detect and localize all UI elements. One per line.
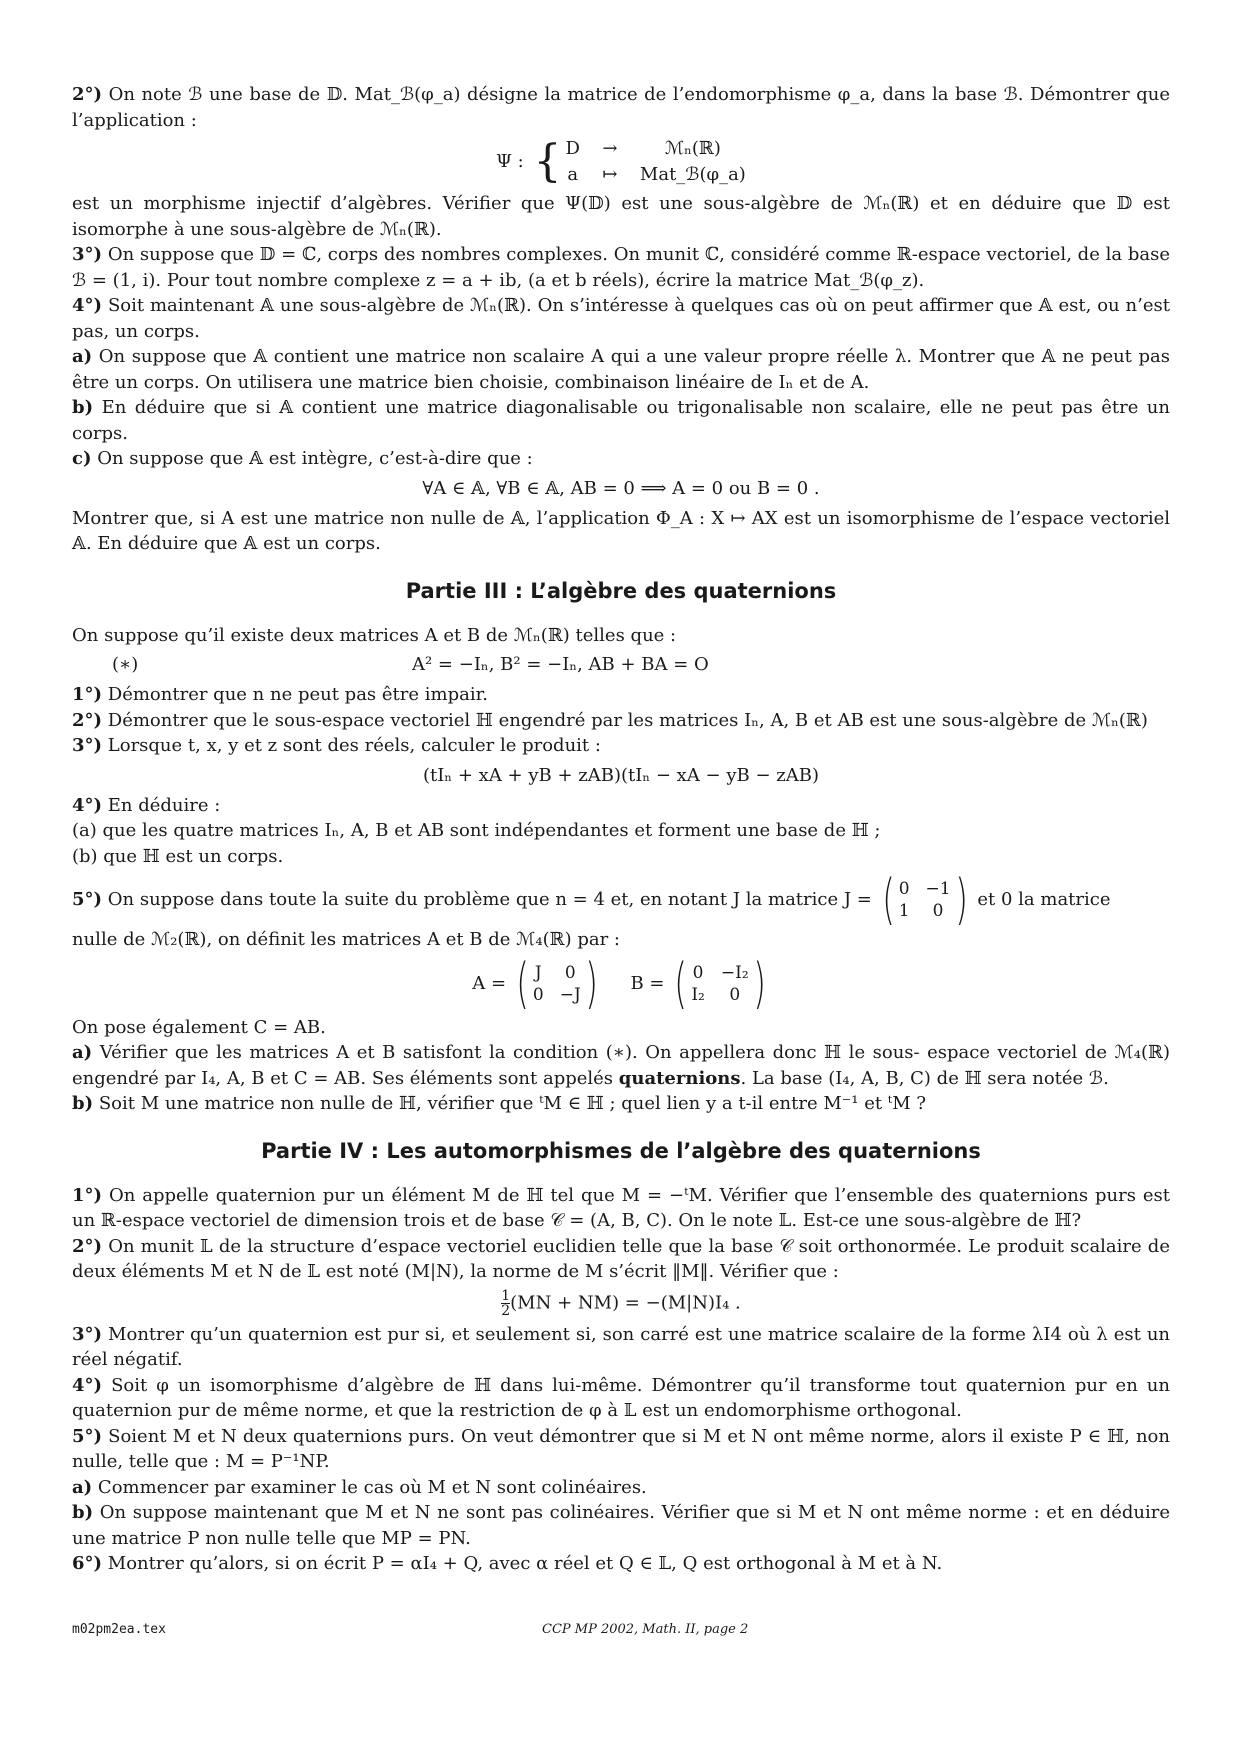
fraction-denominator: 2 xyxy=(501,1302,511,1319)
footer-source: CCP MP 2002, Math. II, page 2 xyxy=(542,1622,749,1637)
question-label: 1°) xyxy=(72,684,103,705)
subquestion-text: On suppose que 𝔸 est intègre, c’est-à-dire que : xyxy=(97,448,533,469)
quaternions-term: quaternions xyxy=(618,1067,741,1089)
matrix-cell: 0 xyxy=(532,984,544,1005)
star-label: (∗) xyxy=(112,654,139,675)
question-label: 5°) xyxy=(72,1425,103,1447)
subquestion-label: a) xyxy=(72,1042,93,1063)
product-equation: (tIₙ + xA + yB + zAB)(tIₙ − xA − yB − zAB) xyxy=(422,764,820,786)
matrix-cell: 0 xyxy=(729,984,741,1005)
part4-q1 xyxy=(72,1183,1170,1234)
psi-label: Ψ : xyxy=(496,151,524,172)
matrix-cell: −I₂ xyxy=(720,962,749,983)
question-text: En déduire : xyxy=(107,794,221,816)
matrix-cell: J xyxy=(534,962,542,983)
part3-q4b: (b) que ℍ est un corps. xyxy=(72,845,284,867)
psi-cell: ℳₙ(ℝ) xyxy=(664,138,721,159)
subquestion-text: On suppose maintenant que M et N ne sont pas colinéaires. Vérifier que si M et N ont même norme : et en déduire une matrice P non nulle telle que MP = PN. xyxy=(72,1502,1170,1549)
psi-cell: a xyxy=(567,164,579,185)
matrix-cell: 0 xyxy=(564,962,576,983)
part3-title: Partie III : L’algèbre des quaternions xyxy=(405,578,837,603)
equation-body: (MN + NM) = −(M|N)I₄ . xyxy=(510,1292,741,1313)
half-fraction xyxy=(501,1289,510,1318)
question-label: 4°) xyxy=(72,794,103,816)
psi-grid xyxy=(565,137,745,187)
question-text: Montrer qu’un quaternion est pur si, et seulement si, son carré est une matrice scalaire de la forme λI4 où λ est un réel négatif. xyxy=(72,1323,1171,1370)
question-label: 3°) xyxy=(72,1323,103,1345)
part4-q4 xyxy=(72,1373,1170,1424)
psi-cell: D xyxy=(565,138,580,159)
part4-q2 xyxy=(72,1234,1170,1285)
part3-q5a xyxy=(72,1040,1170,1091)
part2-q3 xyxy=(72,242,1170,293)
b-label: B = xyxy=(630,972,665,994)
psi-system xyxy=(529,137,745,187)
question-text: Lorsque t, x, y et z sont des réels, calculer le produit : xyxy=(107,735,601,756)
question-label: 3°) xyxy=(72,244,103,265)
question-label: 2°) xyxy=(72,84,103,105)
part2-q4c-after: Montrer que, si A est une matrice non nulle de 𝔸, l’application Φ_A : X ↦ AX est un isomorphisme de l’espace vectoriel 𝔸. En déduire que 𝔸 est un corps. xyxy=(72,507,1170,554)
question-text: Démontrer que le sous-espace vectoriel ℍ engendré par les matrices Iₙ, A, B et AB est une sous-algèbre de ℳₙ(ℝ) xyxy=(107,709,1148,731)
part3-q4a: (a) que les quatre matrices Iₙ, A, B et AB sont indépendantes et forment une base de ℍ ; xyxy=(72,820,881,841)
fraction-numerator: 1 xyxy=(501,1287,511,1304)
part2-q4 xyxy=(72,293,1170,344)
question-label: 5°) xyxy=(72,889,103,910)
question-label: 2°) xyxy=(72,709,103,731)
matrix-cell: 0 xyxy=(932,901,944,921)
matrix-cell: −1 xyxy=(925,879,951,899)
brace-glyph: { xyxy=(533,136,562,187)
matrix-cell: −J xyxy=(559,984,581,1005)
question-text: et 0 la matrice xyxy=(977,889,1111,910)
part3-q4 xyxy=(72,793,1170,819)
question-text: On appelle quaternion pur un élément M de ℍ tel que M = −ᵗM. Vérifier que l’ensemble des quaternions purs est un ℝ-espace vectoriel de dimension trois et de base 𝒞 = (A, B, C). On le note 𝕃. Est-ce une sous-algèbre de ℍ? xyxy=(72,1184,1170,1231)
question-text: Soit maintenant 𝔸 une sous-algèbre de ℳₙ(ℝ). On s’intéresse à quelques cas où on peut affirmer que 𝔸 est, ou n’est pas, un corps. xyxy=(72,295,1170,342)
subquestion-label: c) xyxy=(72,448,92,469)
part3-intro: On suppose qu’il existe deux matrices A et B de ℳₙ(ℝ) telles que : xyxy=(72,624,677,646)
star-condition xyxy=(72,652,1170,678)
subquestion-label: a) xyxy=(72,346,93,367)
part3-q5 xyxy=(72,868,1170,931)
part4-q5 xyxy=(72,1424,1170,1475)
b-matrix: ( 0 −I₂ I₂ 0 ) xyxy=(674,951,766,1015)
subquestion-label: a) xyxy=(72,1476,93,1498)
subquestion-text: Vérifier que les matrices A et B satisfont la condition (∗). On appellera donc ℍ le sous- espace vectoriel de ℳ₄(ℝ) engendré par I₄, A, B et C = AB. Ses éléments sont appelés xyxy=(72,1042,1170,1089)
ab-matrices xyxy=(72,951,1170,1015)
question-text: Soient M et N deux quaternions purs. On veut démontrer que si M et N ont même norme, alors il existe P ∈ ℍ, non nulle, telle que : M = P⁻¹NP. xyxy=(72,1425,1170,1472)
subquestion-text: Commencer par examiner le cas où M et N sont colinéaires. xyxy=(97,1476,647,1498)
part2-q4a xyxy=(72,344,1170,395)
part4-q5b xyxy=(72,1500,1170,1551)
j-matrix: ( 0 −1 1 0 ) xyxy=(881,868,968,931)
subquestion-label: b) xyxy=(72,397,94,418)
part4-q3 xyxy=(72,1322,1170,1373)
question-text: On suppose dans toute la suite du problème que n = 4 et, en notant J la matrice J = xyxy=(107,889,872,910)
psi-definition xyxy=(72,137,1170,187)
psi-cell: ↦ xyxy=(602,164,618,185)
question-text: On suppose que 𝔻 = ℂ, corps des nombres complexes. On munit ℂ, considéré comme ℝ-espace vectoriel, de la base ℬ = (1, i). Pour tout nombre complexe z = a + ib, (a et b réels), écrire la matrice Mat_ℬ(φ_z). xyxy=(72,244,1170,291)
part3-q3 xyxy=(72,733,1170,759)
question-text: On munit 𝕃 de la structure d’espace vectoriel euclidien telle que la base 𝒞 soit orthonormée. Le produit scalaire de deux éléments M et N de 𝕃 est noté (M|N), la norme de M s’écrit ‖M‖. Vérifier que : xyxy=(72,1235,1170,1282)
a-matrix: ( J 0 0 −J ) xyxy=(516,951,598,1015)
matrix-cell: I₂ xyxy=(691,984,705,1005)
part2-q2-after: est un morphisme injectif d’algèbres. Vérifier que Ψ(𝔻) est une sous-algèbre de ℳₙ(ℝ) et en déduire que 𝔻 est isomorphe à une sous-algèbre de ℳₙ(ℝ). xyxy=(72,193,1170,240)
psi-cell: Mat_ℬ(φ_a) xyxy=(639,164,746,185)
subquestion-text: . La base (I₄, A, B, C) de ℍ sera notée ℬ. xyxy=(740,1067,1109,1089)
matrix-cell: 0 xyxy=(898,879,910,899)
scalar-product-equation xyxy=(72,1289,1170,1318)
footer-filename: m02pm2ea.tex xyxy=(72,1622,166,1637)
subquestion-label: b) xyxy=(72,1502,94,1523)
part4-q5a xyxy=(72,1475,1170,1501)
question-text: Montrer qu’alors, si on écrit P = αI₄ + Q, avec α réel et Q ∈ 𝕃, Q est orthogonal à M et à N. xyxy=(107,1553,943,1574)
question-label: 4°) xyxy=(72,1374,103,1396)
part3-q1 xyxy=(72,682,1170,708)
question-label: 2°) xyxy=(72,1235,103,1257)
star-equation: A² = −Iₙ, B² = −Iₙ, AB + BA = O xyxy=(412,654,709,675)
psi-cell: → xyxy=(602,138,618,159)
page-content xyxy=(72,82,1170,1577)
question-label: 6°) xyxy=(72,1553,103,1574)
part2-q2 xyxy=(72,82,1170,133)
part3-q5-pose: On pose également C = AB. xyxy=(72,1016,326,1038)
question-text: On note ℬ une base de 𝔻. Mat_ℬ(φ_a) désigne la matrice de l’endomorphisme φ_a, dans la base ℬ. Démontrer que l’application : xyxy=(72,84,1170,131)
part2-q4b xyxy=(72,395,1170,446)
matrix-cell: 0 xyxy=(692,962,704,983)
question-label: 4°) xyxy=(72,295,103,316)
part3-q5b xyxy=(72,1091,1170,1117)
subquestion-text: Soit M une matrice non nulle de ℍ, vérifier que ᵗM ∈ ℍ ; quel lien y a t-il entre M⁻¹ et ᵗM ? xyxy=(98,1093,927,1114)
a-label: A = xyxy=(472,972,507,994)
subquestion-text: En déduire que si 𝔸 contient une matrice diagonalisable ou trigonalisable non scalaire, elle ne peut pas être un corps. xyxy=(72,397,1170,444)
subquestion-label: b) xyxy=(72,1093,94,1114)
question-text: Soit φ un isomorphisme d’algèbre de ℍ dans lui-même. Démontrer qu’il transforme tout quaternion pur en un quaternion pur de même norme, et que la restriction de φ à 𝕃 est un endomorphisme orthogonal. xyxy=(72,1374,1170,1421)
question-label: 1°) xyxy=(72,1184,103,1206)
integrity-equation: ∀A ∈ 𝔸, ∀B ∈ 𝔸, AB = 0 ⟹ A = 0 ou B = 0 . xyxy=(422,477,820,499)
question-label: 3°) xyxy=(72,735,103,756)
subquestion-text: On suppose que 𝔸 contient une matrice non scalaire A qui a une valeur propre réelle λ. Montrer que 𝔸 ne peut pas être un corps. On utilisera une matrice bien choisie, combinaison linéaire de Iₙ et de A. xyxy=(72,346,1170,393)
part4-title: Partie IV : Les automorphismes de l’algèbre des quaternions xyxy=(261,1138,981,1163)
question-text: Démontrer que n ne peut pas être impair. xyxy=(107,684,488,705)
part2-q4c xyxy=(72,446,1170,472)
part3-q5-cont: nulle de ℳ₂(ℝ), on définit les matrices A et B de ℳ₄(ℝ) par : xyxy=(72,929,620,950)
part4-q6 xyxy=(72,1551,1170,1577)
part3-q2 xyxy=(72,708,1170,734)
matrix-cell: 1 xyxy=(898,901,910,921)
